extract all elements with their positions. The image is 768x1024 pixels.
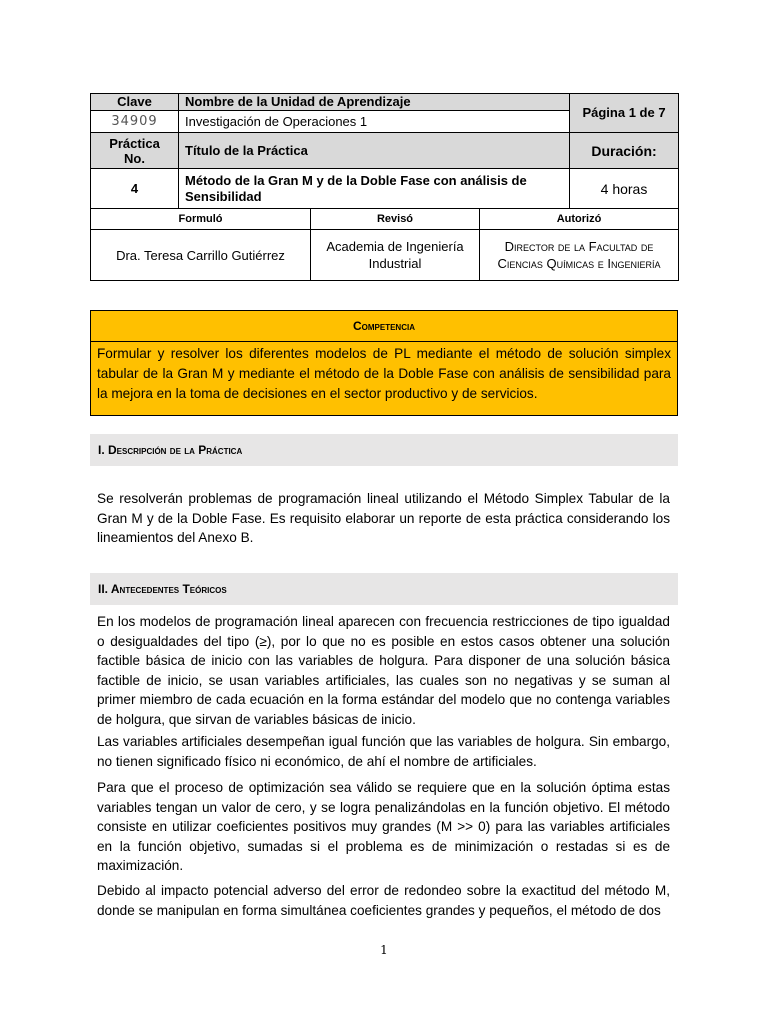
section-antecedentes-title: II. Antecedentes Teóricos bbox=[90, 573, 678, 605]
descripcion-paragraph: Se resolverán problemas de programación lineal utilizando el Método Simplex Tabular de la Gran M y de la Doble Fase. Es requisito elaborar un reporte de esta práctica considerando los lineamientos del Anexo B. bbox=[97, 491, 670, 545]
autorizo-value: Director de la Facultad de Ciencias Químicas e Ingeniería bbox=[480, 230, 679, 281]
clave-value: 34909 bbox=[91, 111, 179, 133]
section-descripcion-title: I. Descripción de la Práctica bbox=[90, 434, 678, 466]
practica-number: 4 bbox=[91, 169, 179, 209]
practica-label: Práctica No. bbox=[91, 133, 179, 169]
duracion-label: Duración: bbox=[570, 133, 679, 169]
titulo-label: Título de la Práctica bbox=[179, 133, 570, 169]
competencia-text: Formular y resolver los diferentes modelos de PL mediante el método de solución simplex tabular de la Gran M y mediante el método de la Doble Fase con análisis de sensibilidad para la mejora en la toma de decisiones en el sector productivo y de servicios. bbox=[97, 346, 671, 401]
signatures-table bbox=[90, 208, 679, 281]
formulo-value: Dra. Teresa Carrillo Gutiérrez bbox=[91, 230, 311, 281]
competencia-box bbox=[90, 310, 678, 416]
antecedentes-paragraph-2: Las variables artificiales desempeñan igual función que las variables de holgura. Sin embargo, no tienen significado físico ni económico, de ahí el nombre de artificiales. bbox=[97, 734, 670, 769]
duracion-value: 4 horas bbox=[570, 169, 679, 209]
clave-label: Clave bbox=[91, 94, 179, 111]
unidad-label: Nombre de la Unidad de Aprendizaje bbox=[179, 94, 570, 111]
unidad-value: Investigación de Operaciones 1 bbox=[179, 111, 570, 133]
antecedentes-paragraph-1: En los modelos de programación lineal aparecen con frecuencia restricciones de tipo igualdad o desigualdades del tipo (≥), por lo que no es posible en estos casos obtener una solución factible básica de inicio con las variables de holgura. Para disponer de una solución básica factible de inicio, se usan variables artificiales, las cuales son no negativas y se suman al primer miembro de cada ecuación en la forma estándar del modelo que no contenga variables de holgura, que sirvan de variables básicas de inicio. bbox=[97, 614, 670, 727]
pagina-label: Página 1 de 7 bbox=[570, 94, 679, 133]
page-number: 1 bbox=[380, 943, 388, 957]
autorizo-label: Autorizó bbox=[480, 209, 679, 230]
competencia-title: Competencia bbox=[91, 311, 677, 342]
practica-title: Método de la Gran M y de la Doble Fase con análisis de Sensibilidad bbox=[179, 169, 570, 209]
header-table bbox=[90, 93, 679, 209]
antecedentes-paragraph-3: Para que el proceso de optimización sea válido se requiere que en la solución óptima estas variables tengan un valor de cero, y se logra penalizándolas en la función objetivo. El método consiste en utilizar coeficientes positivos muy grandes (M >> 0) para las variables artificiales en la función objetivo, sumadas si el problema es de minimización o restadas si es de maximización. bbox=[97, 780, 670, 873]
reviso-label: Revisó bbox=[311, 209, 480, 230]
formulo-label: Formuló bbox=[91, 209, 311, 230]
reviso-value: Academia de Ingeniería Industrial bbox=[311, 230, 480, 281]
antecedentes-paragraph-4: Debido al impacto potencial adverso del error de redondeo sobre la exactitud del método M, donde se manipulan en forma simultánea coeficientes grandes y pequeños, el método de dos bbox=[97, 883, 670, 918]
